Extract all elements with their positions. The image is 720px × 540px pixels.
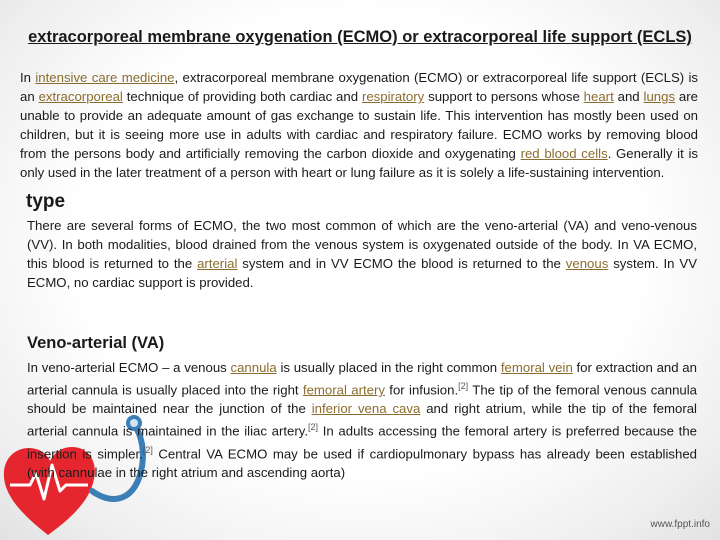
va-paragraph: In veno-arterial ECMO – a venous cannula is usually placed in the right common femoral vein for extraction and an arterial cannula is usually placed into the right femoral artery for infusion.[2] The tip of the femoral venous cannula should be maintained near the junction of the inferior vena cava and right atrium, while the tip of the femoral arterial cannula is maintained in the iliac artery.[2] In adults accessing the femoral artery is preferred because the insertion is simpler.[2] Central VA ECMO may be used if cardiopulmonary bypass has already been established (with cannulae in the right atrium and ascending aorta) — [27, 360, 698, 481]
link-respiratory[interactable]: respiratory — [361, 89, 425, 104]
link-intensive-care-medicine[interactable]: intensive care medicine — [35, 70, 175, 85]
link-venous[interactable]: venous — [565, 256, 609, 271]
link-heart[interactable]: heart — [583, 89, 614, 104]
va-heading: Veno-arterial (VA) — [27, 334, 165, 352]
type-heading: type — [26, 191, 66, 212]
types-paragraph: There are several forms of ECMO, the two most common of which are the veno-arterial (VA) and veno-venous (VV). In both modalities, blood drained from the venous system is oxygenated outside of the body. In VA ECMO, this blood is returned to the arterial system and in VV ECMO the blood is returned to the venous system. In VV ECMO, no cardiac support is provided. — [27, 218, 697, 290]
link-cannula[interactable]: cannula — [230, 360, 277, 375]
link-red-blood-cells[interactable]: red blood cells — [520, 146, 608, 161]
reference-2[interactable]: [2] — [142, 444, 153, 455]
link-inferior-vena-cava[interactable]: inferior vena cava — [311, 401, 421, 417]
intro-paragraph: In intensive care medicine, extracorporeal membrane oxygenation (ECMO) or extracorporeal life support (ECLS) is an extracorporeal technique of providing both cardiac and respiratory support to persons whose heart and lungs are unable to provide an adequate amount of gas exchange to sustain life. This intervention has mostly been used on children, but it is seeing more use in adults with cardiac and respiratory failure. ECMO works by removing blood from the persons body and artificially removing the carbon dioxide and oxygenating red blood cells. Generally it is only used in the later treatment of a person with heart or lung failure as it is solely a life-sustaining intervention. — [20, 70, 698, 180]
link-femoral-artery[interactable]: femoral artery — [302, 382, 385, 398]
reference-2[interactable]: [2] — [308, 422, 319, 433]
reference-2[interactable]: [2] — [458, 381, 469, 391]
link-arterial[interactable]: arterial — [197, 256, 238, 271]
link-extracorporeal[interactable]: extracorporeal — [38, 89, 123, 104]
watermark: www.fppt.info — [650, 519, 710, 530]
link-femoral-vein[interactable]: femoral vein — [500, 360, 573, 375]
slide-title: extracorporeal membrane oxygenation (ECMO) or extracorporeal life support (ECLS) — [28, 28, 692, 46]
link-lungs[interactable]: lungs — [643, 89, 676, 104]
